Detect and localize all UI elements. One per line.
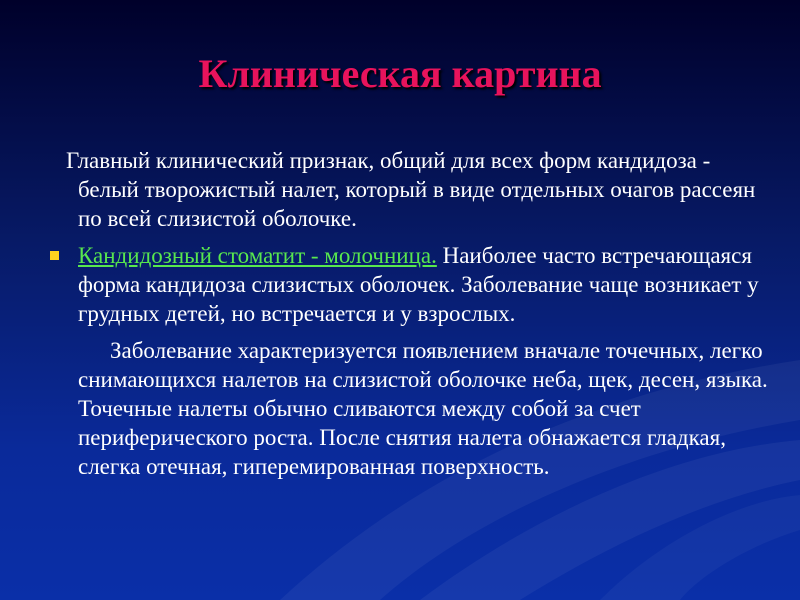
stomatitis-link[interactable]: Кандидозный стоматит - молочница. xyxy=(78,243,437,268)
paragraph-main-sign: Главный клинический признак, общий для всех форм кандидоза - белый творожистый налет, который в виде отдельных очагов рассеян по всей слизистой оболочке. xyxy=(66,148,756,231)
slide-body xyxy=(66,146,768,481)
stomatitis-description: Наиболее часто встречающаяся форма кандидоза слизистых оболочек. Заболевание чаще возникает у грудных детей, но встречается и у взрослых. xyxy=(78,243,759,326)
bullet-icon xyxy=(50,251,59,260)
paragraph-disease-characteristics: Заболевание характеризуется появлением вначале точечных, легко снимающихся налетов на слизистой оболочке неба, щек, десен, языка. Точечные налеты обычно сливаются между собой за счет периферического роста. После снятия налета обнажается гладкая, слегка отечная, гиперемированная поверхность. xyxy=(78,338,768,479)
paragraph-candidiasis-stomatitis xyxy=(78,241,768,328)
slide-title: Клиническая картина xyxy=(198,51,602,96)
